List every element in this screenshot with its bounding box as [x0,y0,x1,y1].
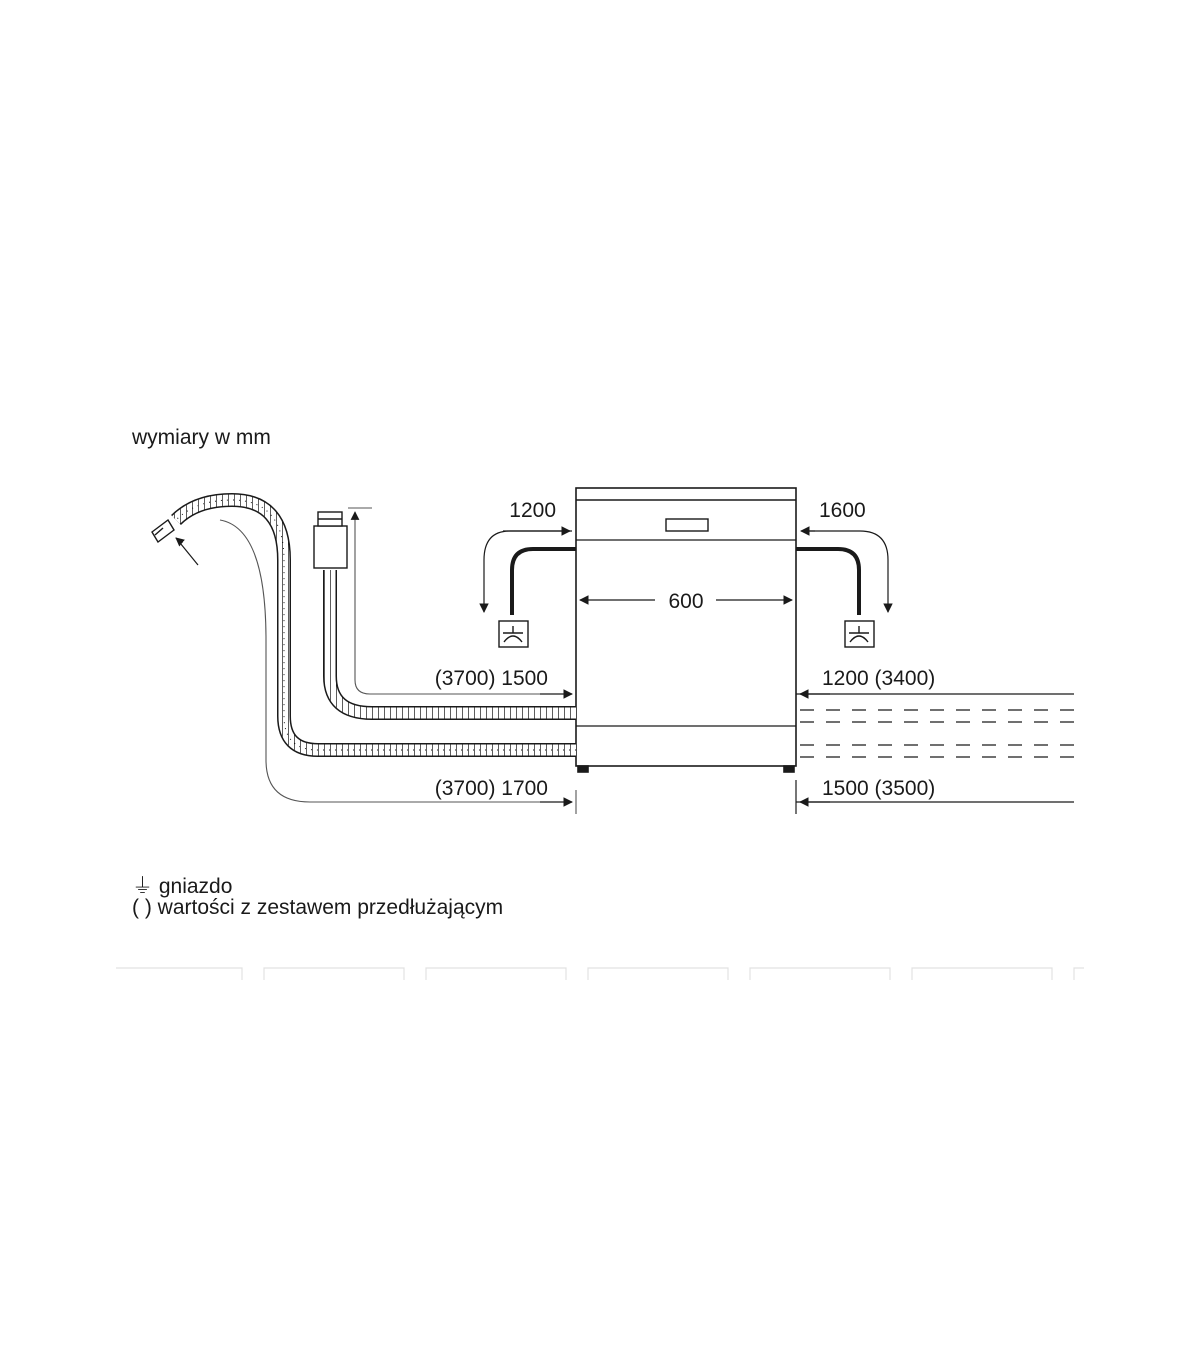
units-note: wymiary w mm [132,426,271,449]
width-value: 600 [668,590,704,613]
right-inlet-length: 1500 (3500) [822,777,936,800]
foot-left [578,766,588,772]
aquastop-valve-icon [314,512,347,568]
left-cable-length: 1200 [509,499,556,522]
legend-brackets-label: wartości z zestawem przedłużającym [157,896,504,919]
right-socket-icon [845,621,874,647]
right-cable-length: 1600 [819,499,866,522]
foot-right [784,766,794,772]
left-cable [484,531,576,615]
bottom-faint-rule [116,968,1084,980]
legend-brackets [132,896,503,920]
right-cable [796,531,888,615]
left-socket-icon [499,621,528,647]
right-drain-length: 1200 (3400) [822,667,936,690]
brackets-symbol: ( ) [132,896,152,919]
tap-connector-icon [152,520,174,542]
left-drain-length: (3700) 1500 [434,667,548,690]
control-panel-display [666,519,708,531]
left-inlet-length: (3700) 1700 [434,777,548,800]
dishwasher-body [576,488,796,772]
legend-socket-label: gniazdo [158,875,233,898]
socket-symbol-icon: ⏚ [132,875,153,898]
